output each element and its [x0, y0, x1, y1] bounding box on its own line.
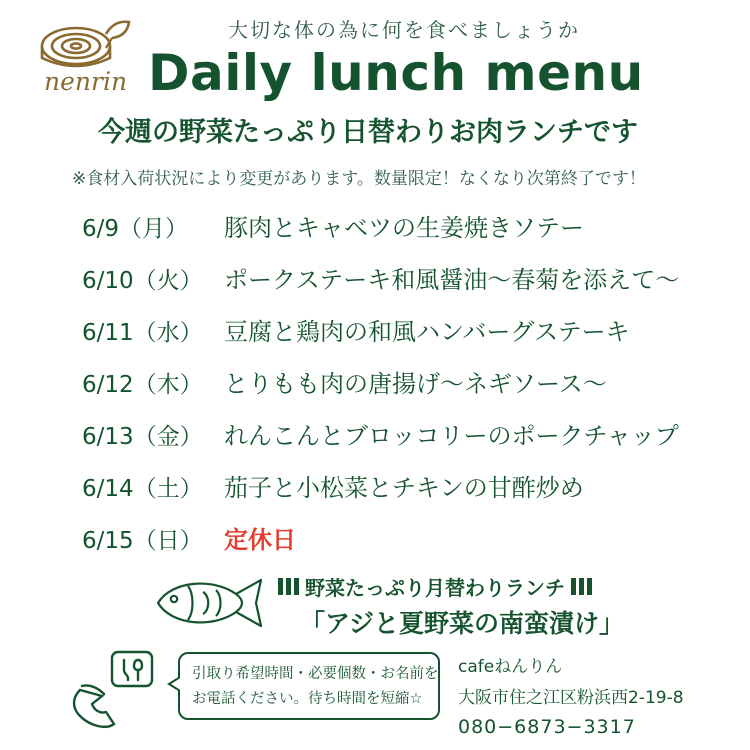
bar-decor-left-icon	[278, 578, 299, 595]
menu-row	[82, 468, 722, 520]
menu-row	[82, 520, 722, 572]
shop-telephone: 080−6873−3317	[458, 716, 636, 738]
telephone-receiver-icon	[66, 650, 171, 736]
menu-date: 6/12（木）	[82, 372, 203, 398]
bubble-line-2: お電話ください。待ち時間を短縮☆	[192, 691, 423, 708]
monthly-special-heading	[278, 572, 592, 601]
monthly-special-name: 「アジと夏野菜の南蛮漬け」	[300, 609, 625, 638]
menu-date: 6/13（金）	[82, 424, 203, 450]
bar-decor-right-icon	[571, 578, 592, 595]
svg-text:nenrin: nenrin	[44, 67, 128, 96]
menu-date: 6/14（土）	[82, 476, 203, 502]
availability-note: ※食材入荷状況により変更があります。数量限定！なくなり次第終了です！	[72, 169, 646, 189]
nenrin-logo	[28, 18, 158, 100]
menu-date: 6/9（月）	[82, 216, 189, 242]
order-instruction-bubble	[178, 652, 440, 720]
tagline: 大切な体の為に何を食べましょうか	[228, 18, 580, 42]
menu-item: 豚肉とキャベツの生姜焼きソテー	[224, 214, 584, 242]
menu-date: 6/15（日）	[82, 528, 203, 554]
menu-date: 6/10（火）	[82, 268, 203, 294]
page-title: Daily lunch menu	[148, 44, 644, 102]
menu-item-closed: 定休日	[224, 526, 296, 554]
menu-item: ポークステーキ和風醤油〜春菊を添えて〜	[224, 266, 680, 294]
page-subtitle: 今週の野菜たっぷり日替わりお肉ランチです	[98, 117, 638, 148]
menu-item: 豆腐と鶏肉の和風ハンバーグステーキ	[224, 318, 630, 346]
menu-row	[82, 260, 722, 312]
menu-list	[82, 208, 722, 572]
bubble-line-1: 引取り希望時間・必要個数・お名前を	[192, 666, 439, 682]
shop-name: cafeねんりん	[458, 657, 563, 677]
menu-row	[82, 416, 722, 468]
menu-row	[82, 312, 722, 364]
shop-info	[458, 652, 684, 738]
menu-item: とりもも肉の唐揚げ〜ネギソース〜	[224, 370, 607, 398]
menu-item: れんこんとブロッコリーのポークチャップ	[224, 422, 679, 450]
menu-date: 6/11（水）	[82, 320, 203, 346]
monthly-special-heading-text: 野菜たっぷり月替わりランチ	[305, 576, 565, 600]
menu-item: 茄子と小松菜とチキンの甘酢炒め	[224, 474, 584, 502]
menu-row	[82, 364, 722, 416]
shop-address: 大阪市住之江区粉浜西2-19-8	[458, 688, 684, 708]
menu-row	[82, 208, 722, 260]
fish-icon	[148, 572, 268, 634]
